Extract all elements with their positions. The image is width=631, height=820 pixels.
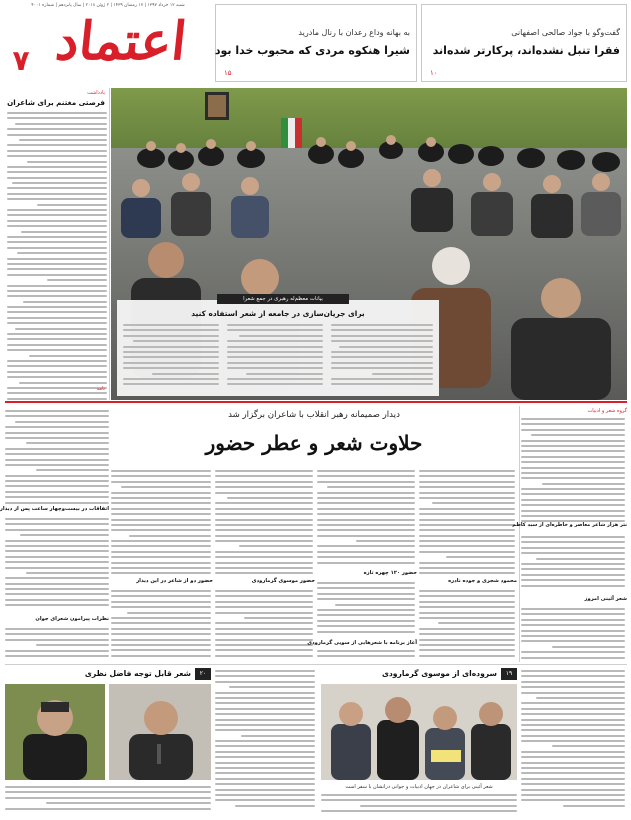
teaser-title: شیرا هنکوه مردی که محبوب خدا بود	[214, 44, 410, 57]
caption-kicker: بیانات معظم‌له رهبری در جمع شعرا	[217, 294, 349, 304]
body-text	[5, 628, 109, 660]
body-text	[317, 650, 415, 661]
portrait-illustration	[109, 684, 211, 780]
teaser-box-1[interactable]	[421, 4, 627, 82]
newspaper-logo[interactable]	[5, 10, 211, 82]
body-text	[111, 470, 211, 578]
column-divider	[109, 88, 110, 400]
body-text	[521, 608, 625, 662]
teaser-kicker: گفت‌وگو با جواد صالحی اصفهانی	[511, 28, 620, 37]
caption-title[interactable]: برای جریان‌سازی در جامعه از شعر استفاده کنید	[191, 309, 365, 318]
subhead: حضور دو از شاعر در این دیدار	[136, 578, 213, 584]
caption-body-text	[227, 324, 323, 389]
sidebar-title[interactable]: فرصتی مغتنم برای شاعران	[7, 98, 105, 107]
sidebar-column	[5, 88, 109, 400]
subhead: آغاز برنامه با شعرهایی از سویی گرمارودی	[307, 640, 417, 646]
feature-caption-lines	[321, 794, 517, 816]
right-column	[512, 406, 627, 662]
bottom-left-feature[interactable]	[5, 668, 211, 816]
column-divider	[519, 406, 520, 662]
subhead: محمود شجری و جوده نادره	[448, 578, 517, 584]
portrait-illustration	[5, 684, 105, 780]
teaser-kicker: به بهانه وداع رعدان با رنال مادرید	[298, 28, 410, 37]
body-text	[215, 670, 315, 810]
bottom-right-feature[interactable]	[321, 668, 517, 816]
center-left-column	[215, 470, 315, 662]
caption-body-text	[331, 324, 433, 389]
portrait-photo-right	[109, 684, 211, 780]
dateline: شنبه ۱۲ خرداد ۱۳۹۷ | ۱۷ رمضان ۱۴۳۹ | ۲ ژوئن ۲۰۱۸ | سال پانزدهم | شماره ۴۰۰۱	[31, 3, 185, 8]
issue-number: ۷	[12, 44, 30, 77]
photo-caption-box	[117, 296, 439, 396]
sidebar-section-label: یادداشت	[87, 90, 105, 96]
body-text	[419, 590, 515, 660]
body-text	[111, 590, 211, 660]
body-text	[521, 536, 625, 590]
left-column	[0, 406, 109, 662]
sidebar-author: نامه	[96, 386, 105, 392]
body-text	[215, 590, 313, 660]
feature-title: سروده‌ای از موسوی گرمارودی	[381, 669, 497, 678]
caption-body-text	[123, 324, 219, 389]
body-text	[521, 418, 625, 526]
middle-left-column	[111, 470, 213, 662]
feature-title: شعر قابل توجه فاضل نظری	[84, 669, 191, 678]
subhead: نظرات پیرامون شعرای جوان	[35, 616, 109, 622]
teaser-title: فقرا تنبل نشده‌اند، پرکارتر شده‌اند	[432, 44, 620, 57]
center-column	[307, 470, 417, 662]
body-text	[317, 582, 415, 636]
subhead: نثر هزار شاعر معاصر و خاطره‌ای از سید کاظم	[512, 522, 627, 528]
feature-number: ۲۰	[195, 668, 211, 680]
masthead	[1, 0, 631, 88]
body-text	[521, 670, 625, 810]
teaser-box-2[interactable]	[215, 4, 417, 82]
main-photo[interactable]	[111, 88, 627, 400]
bottom-center-column	[215, 668, 317, 816]
main-story-header[interactable]	[111, 406, 517, 470]
feature-caption-lines	[5, 786, 211, 813]
body-text	[419, 470, 515, 578]
teaser-page: ۱۰	[430, 69, 438, 77]
sidebar-body-text	[7, 112, 107, 403]
body-text	[215, 470, 313, 578]
subhead: حضور موسوی گرمارودی	[251, 578, 315, 584]
feature-photo	[321, 684, 517, 780]
logo-wordmark: اعتماد	[52, 11, 190, 72]
section-rule	[5, 401, 627, 403]
main-kicker: دیدار صمیمانه رهبر انقلاب با شاعران برگزار شد	[228, 410, 400, 420]
right-section-label: گروه شعر و ادبیات	[587, 408, 627, 414]
body-text	[5, 518, 109, 610]
bottom-right-column	[521, 668, 627, 816]
main-headline: حلاوت شعر و عطر حضور	[205, 431, 423, 455]
feature-number: ۱۹	[501, 668, 517, 680]
poets-photo-illustration	[321, 684, 517, 780]
teaser-page: ۱۵	[224, 69, 232, 77]
body-text	[5, 410, 109, 507]
subhead: شعر آئینی امروز	[584, 596, 627, 602]
body-text	[317, 470, 415, 567]
subhead: حضور ۱۲۰ چهره تازه	[363, 570, 417, 576]
subhead: اتفاقات در بیست‌وچهار ساعت پس از دیدار	[0, 506, 109, 512]
feature-caption: شعر آئینی برای شاعران در جهان ادبیات و جوانی درانشان با سفر است	[345, 784, 493, 790]
bottom-divider	[5, 664, 627, 665]
portrait-photo-left	[5, 684, 105, 780]
center-right-column	[419, 470, 517, 662]
